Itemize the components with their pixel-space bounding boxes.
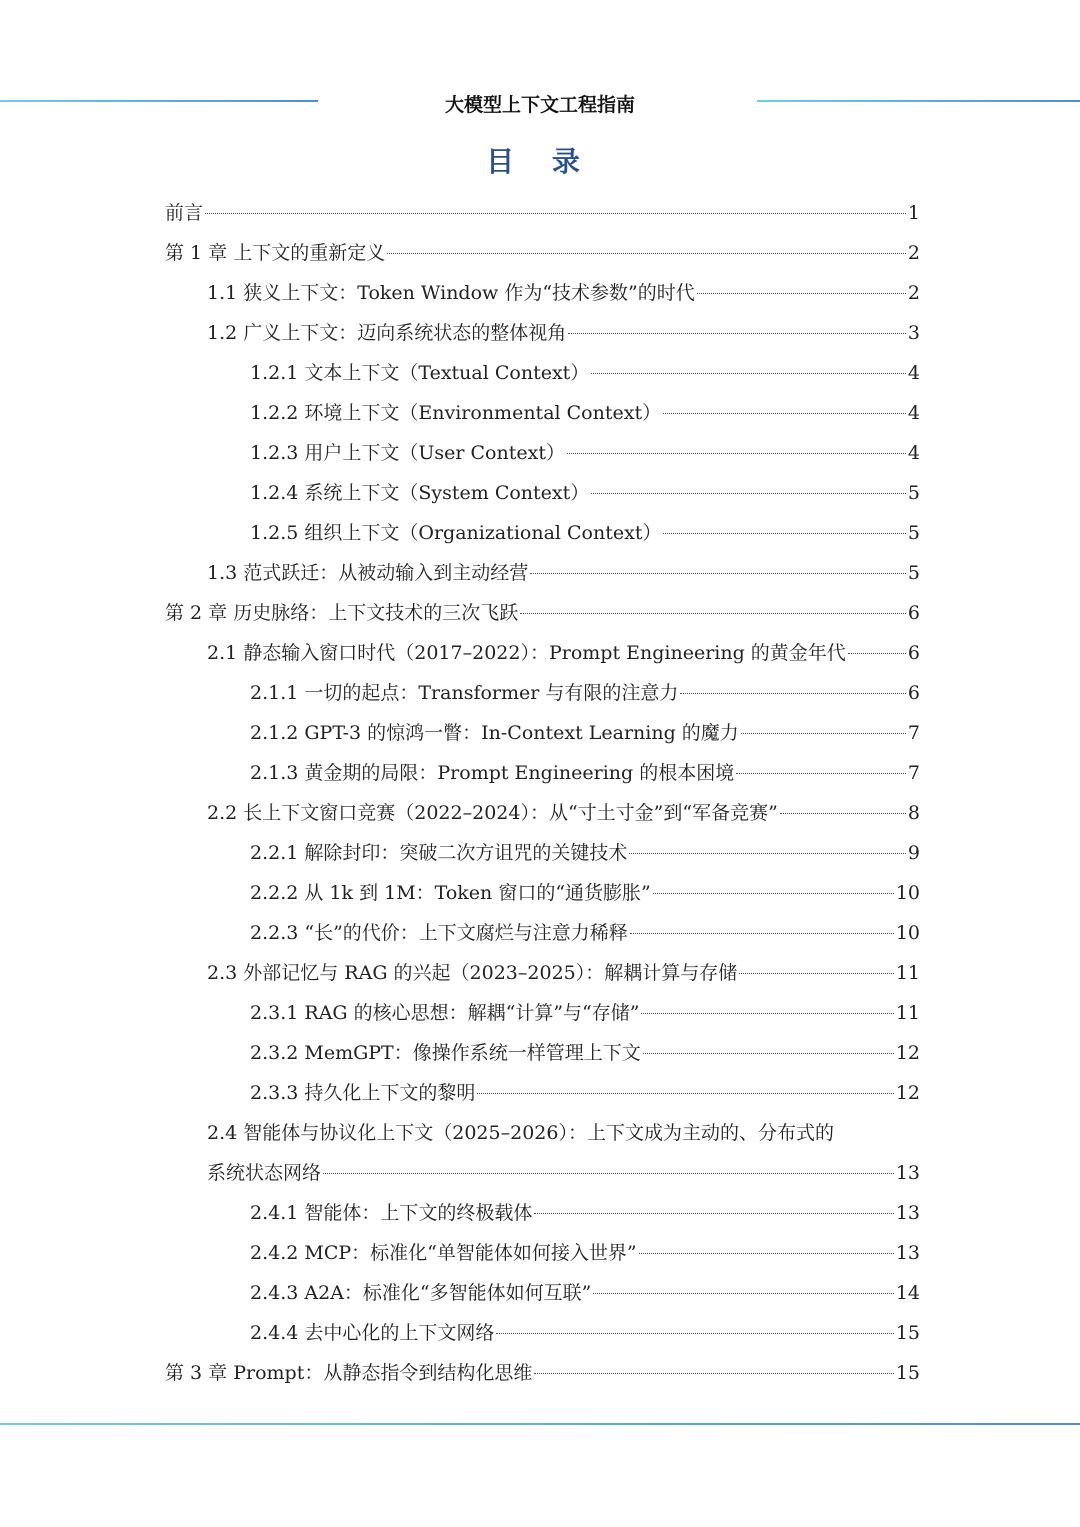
toc-entry[interactable] bbox=[165, 1233, 920, 1273]
document-title: 大模型上下文工程指南 bbox=[444, 94, 635, 116]
toc-entry-page: 2 bbox=[907, 282, 920, 304]
toc-entry-title: 1.2.1 文本上下文（Textual Context） bbox=[250, 362, 590, 384]
toc-entry-title: 2.4.4 去中心化的上下文网络 bbox=[250, 1322, 495, 1344]
toc-leader-dots bbox=[591, 492, 906, 494]
toc-entry-page: 3 bbox=[907, 322, 920, 344]
toc-entry[interactable] bbox=[165, 633, 920, 673]
toc-entry-page: 6 bbox=[907, 682, 920, 704]
toc-entry-page: 9 bbox=[907, 842, 920, 864]
toc-entry[interactable] bbox=[165, 1113, 920, 1153]
toc-leader-dots bbox=[591, 372, 906, 374]
toc-entry[interactable] bbox=[165, 393, 920, 433]
toc-leader-dots bbox=[663, 412, 906, 414]
toc-entry-title: 2.3.3 持久化上下文的黎明 bbox=[250, 1082, 476, 1104]
toc-entry[interactable] bbox=[165, 873, 920, 913]
toc-leader-dots bbox=[205, 212, 906, 214]
toc-entry-page: 4 bbox=[907, 362, 920, 384]
toc-entry[interactable] bbox=[165, 513, 920, 553]
toc-entry-page: 12 bbox=[895, 1042, 920, 1064]
toc-leader-dots bbox=[520, 612, 906, 614]
toc-entry-title: 第 3 章 Prompt：从静态指令到结构化思维 bbox=[165, 1362, 533, 1384]
toc-entry-title: 1.2 广义上下文：迈向系统状态的整体视角 bbox=[207, 322, 567, 344]
toc-entry-title: 系统状态网络 bbox=[207, 1162, 322, 1184]
toc-entry-page: 8 bbox=[907, 802, 920, 824]
toc-entry-title: 2.2.3 “长”的代价：上下文腐烂与注意力稀释 bbox=[250, 922, 628, 944]
toc-entry[interactable] bbox=[165, 593, 920, 633]
table-of-contents bbox=[165, 193, 920, 1393]
toc-entry-page: 6 bbox=[907, 642, 920, 664]
toc-leader-dots bbox=[663, 532, 905, 534]
toc-leader-dots bbox=[629, 852, 906, 854]
toc-entry-title: 2.1.1 一切的起点：Transformer 与有限的注意力 bbox=[250, 682, 679, 704]
toc-entry-page: 1 bbox=[907, 202, 920, 224]
toc-leader-dots bbox=[496, 1332, 893, 1334]
toc-entry-title: 1.2.4 系统上下文（System Context） bbox=[250, 482, 590, 504]
toc-entry-title: 2.4.3 A2A：标准化“多智能体如何互联” bbox=[250, 1282, 592, 1304]
toc-entry-title: 2.2 长上下文窗口竞赛（2022–2024）：从“寸土寸金”到“军备竞赛” bbox=[207, 802, 778, 824]
toc-entry-page: 7 bbox=[907, 722, 920, 744]
toc-entry-page: 10 bbox=[895, 882, 920, 904]
toc-leader-dots bbox=[477, 1092, 893, 1094]
toc-entry-title: 2.3.1 RAG 的核心思想：解耦“计算”与“存储” bbox=[250, 1002, 640, 1024]
toc-entry-title: 2.1 静态输入窗口时代（2017–2022）：Prompt Engineering 的黄金年代 bbox=[207, 642, 846, 664]
toc-entry-page: 13 bbox=[895, 1162, 920, 1184]
toc-heading: 目 录 bbox=[486, 145, 594, 178]
toc-entry[interactable] bbox=[165, 1353, 920, 1393]
toc-leader-dots bbox=[680, 692, 906, 694]
toc-entry-title: 1.3 范式跃迁：从被动输入到主动经营 bbox=[207, 562, 529, 584]
toc-leader-dots bbox=[567, 452, 906, 454]
toc-entry-page: 11 bbox=[895, 962, 920, 984]
toc-entry-title: 2.2.1 解除封印：突破二次方诅咒的关键技术 bbox=[250, 842, 628, 864]
toc-entry[interactable] bbox=[165, 313, 920, 353]
toc-entry-page: 2 bbox=[907, 242, 920, 264]
toc-entry-page: 12 bbox=[895, 1082, 920, 1104]
toc-entry[interactable] bbox=[165, 833, 920, 873]
toc-entry[interactable] bbox=[165, 353, 920, 393]
toc-leader-dots bbox=[323, 1172, 894, 1174]
toc-entry[interactable] bbox=[165, 993, 920, 1033]
toc-leader-dots bbox=[848, 652, 906, 654]
toc-entry-title: 2.2.2 从 1k 到 1M：Token 窗口的“通货膨胀” bbox=[250, 882, 651, 904]
toc-entry-title: 1.2.5 组织上下文（Organizational Context） bbox=[250, 522, 662, 544]
toc-entry-page: 14 bbox=[895, 1282, 920, 1304]
toc-leader-dots bbox=[593, 1292, 893, 1294]
toc-leader-dots bbox=[736, 772, 906, 774]
toc-leader-dots bbox=[568, 332, 906, 334]
toc-entry-page: 5 bbox=[907, 522, 920, 544]
toc-entry[interactable] bbox=[165, 753, 920, 793]
toc-entry-page: 5 bbox=[907, 562, 920, 584]
toc-entry-page: 11 bbox=[895, 1002, 920, 1024]
toc-entry[interactable] bbox=[165, 473, 920, 513]
toc-entry-page: 13 bbox=[895, 1202, 920, 1224]
toc-leader-dots bbox=[653, 892, 894, 894]
toc-entry[interactable] bbox=[165, 1153, 920, 1193]
toc-entry[interactable] bbox=[165, 1033, 920, 1073]
toc-entry[interactable] bbox=[165, 953, 920, 993]
toc-entry[interactable] bbox=[165, 1073, 920, 1113]
toc-entry-title: 1.2.3 用户上下文（User Context） bbox=[250, 442, 565, 464]
toc-leader-dots bbox=[630, 932, 894, 934]
toc-entry-page: 7 bbox=[907, 762, 920, 784]
toc-entry[interactable] bbox=[165, 233, 920, 273]
toc-entry[interactable] bbox=[165, 433, 920, 473]
toc-entry-page: 6 bbox=[907, 602, 920, 624]
toc-entry[interactable] bbox=[165, 553, 920, 593]
toc-leader-dots bbox=[641, 1012, 893, 1014]
toc-entry-title: 2.4 智能体与协议化上下文（2025–2026）：上下文成为主动的、分布式的 bbox=[207, 1122, 834, 1144]
toc-entry-title: 2.4.2 MCP：标准化“单智能体如何接入世界” bbox=[250, 1242, 637, 1264]
toc-leader-dots bbox=[530, 572, 906, 574]
toc-entry-title: 2.3.2 MemGPT：像操作系统一样管理上下文 bbox=[250, 1042, 641, 1064]
toc-leader-dots bbox=[643, 1052, 894, 1054]
toc-leader-dots bbox=[534, 1372, 893, 1374]
toc-entry-page: 4 bbox=[907, 402, 920, 424]
toc-entry[interactable] bbox=[165, 193, 920, 233]
toc-entry[interactable] bbox=[165, 1193, 920, 1233]
toc-entry-title: 第 1 章 上下文的重新定义 bbox=[165, 242, 386, 264]
toc-entry-title: 1.2.2 环境上下文（Environmental Context） bbox=[250, 402, 662, 424]
toc-entry-page: 13 bbox=[895, 1242, 920, 1264]
toc-entry-title: 2.4.1 智能体：上下文的终极载体 bbox=[250, 1202, 533, 1224]
toc-entry[interactable] bbox=[165, 793, 920, 833]
toc-entry-title: 2.1.3 黄金期的局限：Prompt Engineering 的根本困境 bbox=[250, 762, 735, 784]
toc-entry[interactable] bbox=[165, 713, 920, 753]
toc-entry-page: 10 bbox=[895, 922, 920, 944]
toc-entry-page: 15 bbox=[895, 1322, 920, 1344]
toc-entry-title: 2.3 外部记忆与 RAG 的兴起（2023–2025）：解耦计算与存储 bbox=[207, 962, 738, 984]
toc-leader-dots bbox=[780, 812, 906, 814]
toc-entry[interactable] bbox=[165, 1273, 920, 1313]
toc-leader-dots bbox=[697, 292, 906, 294]
toc-entry-page: 4 bbox=[907, 442, 920, 464]
toc-entry-title: 2.1.2 GPT-3 的惊鸿一瞥：In-Context Learning 的魔力 bbox=[250, 722, 739, 744]
toc-leader-dots bbox=[387, 252, 906, 254]
toc-entry[interactable] bbox=[165, 673, 920, 713]
footer-rule bbox=[0, 1423, 1080, 1425]
toc-entry-page: 5 bbox=[907, 482, 920, 504]
toc-entry[interactable] bbox=[165, 913, 920, 953]
toc-entry[interactable] bbox=[165, 273, 920, 313]
toc-entry-title: 1.1 狭义上下文：Token Window 作为“技术参数”的时代 bbox=[207, 282, 695, 304]
toc-leader-dots bbox=[741, 732, 906, 734]
toc-leader-dots bbox=[534, 1212, 893, 1214]
toc-entry-title: 第 2 章 历史脉络：上下文技术的三次飞跃 bbox=[165, 602, 519, 624]
toc-entry[interactable] bbox=[165, 1313, 920, 1353]
toc-entry-title: 前言 bbox=[165, 202, 204, 224]
toc-entry-page: 15 bbox=[895, 1362, 920, 1384]
toc-leader-dots bbox=[639, 1252, 894, 1254]
toc-leader-dots bbox=[739, 972, 894, 974]
